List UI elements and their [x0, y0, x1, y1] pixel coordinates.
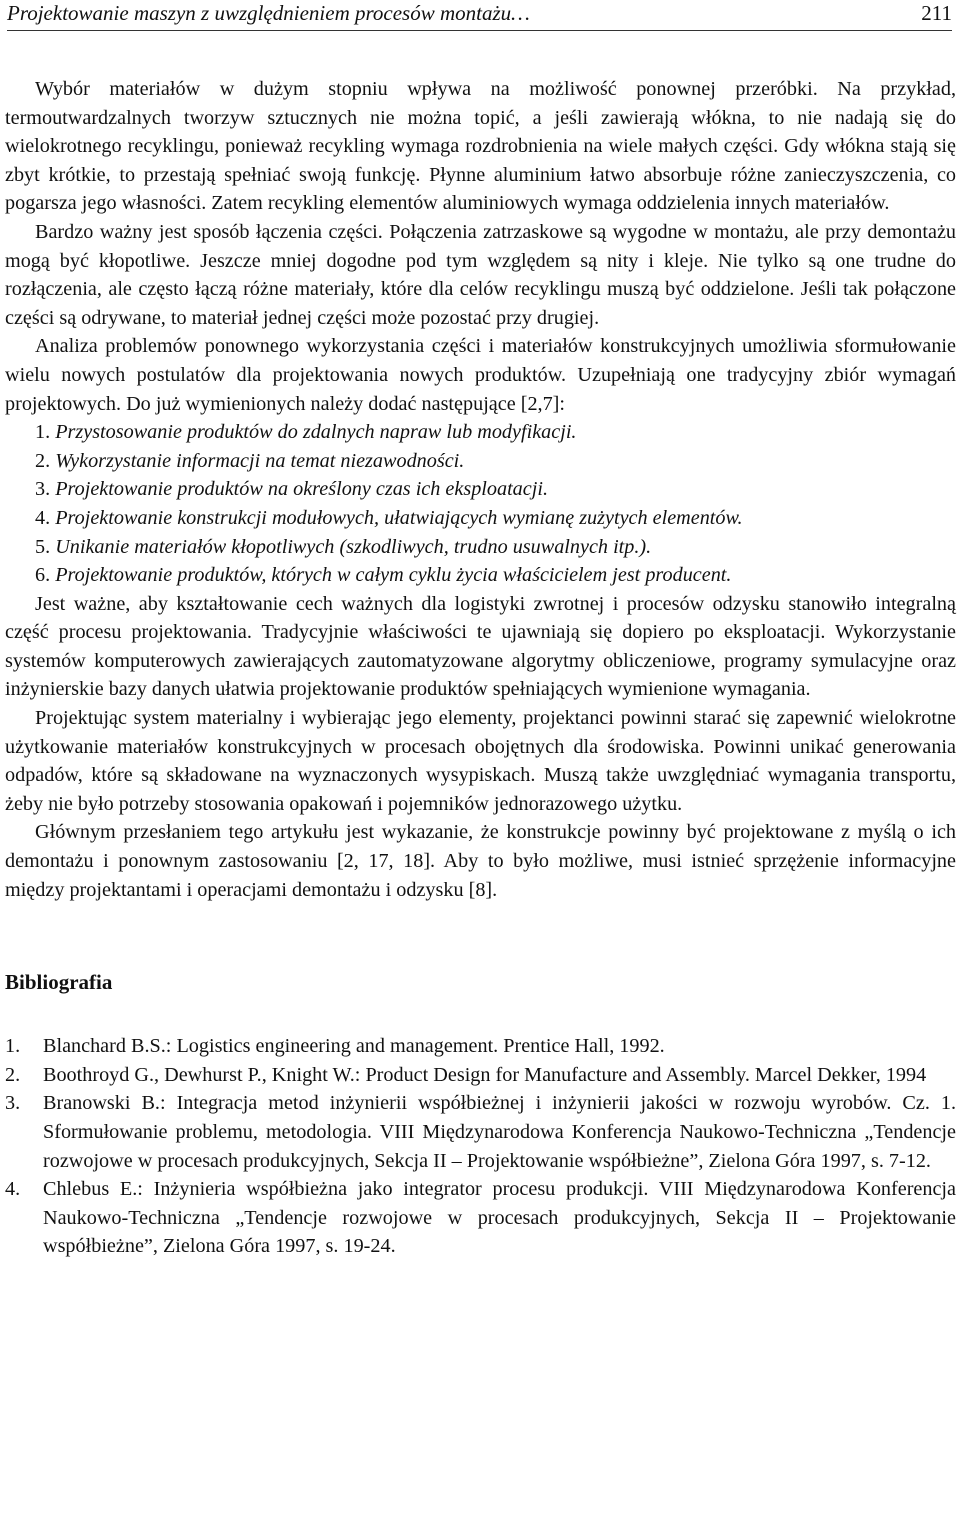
body-text: [5, 75, 956, 904]
bibliography-heading: Bibliografia: [5, 970, 113, 995]
reference-number: 1.: [5, 1035, 21, 1058]
list-item-text: Unikanie materiałów kłopotliwych (szkodliwych, trudno usuwalnych itp.).: [55, 535, 652, 558]
list-item-text: Przystosowanie produktów do zdalnych napraw lub modyfikacji.: [55, 421, 577, 444]
paragraph: Wybór materiałów w dużym stopniu wpływa na możliwość ponownej przeróbki. Na przykład, termoutwardzalnych tworzyw sztucznych nie można topić, a jeśli zawierają włókna, to nie nadają się do wielokrotnego recyklingu, ponieważ recykling wymaga rozdrobnienia na wiele małych części. Gdy włókna stają się zbyt krótkie, to przestają spełniać swoją funkcję. Płynne aluminium łatwo absorbuje różne zanieczyszczenia, co pogarsza jego własności. Zatem recykling elementów aluminiowych wymaga oddzielenia innych materiałów.: [5, 78, 956, 215]
reference-text: Branowski B.: Integracja metod inżynierii współbieżnej i inżynierii jakości w rozwoju wyrobów. Cz. 1. Sformułowanie problemu, metodologia. VIII Międzynarodowa Konferencja Naukowo-Techniczna „Tendencje rozwojowe w procesach produkcyjnych, Sekcja II – Projektowanie współbieżne”, Zielona Góra 1997, s. 7-12.: [43, 1092, 956, 1172]
list-item-number: 1.: [35, 421, 51, 444]
reference-text: Chlebus E.: Inżynieria współbieżna jako integrator procesu produkcji. VIII Międzynarodowa Konferencja Naukowo-Techniczna „Tendencje rozwojowe w procesach produkcyjnych, Sekcja II – Projektowanie współbieżne”, Zielona Góra 1997, s. 19-24.: [43, 1178, 956, 1258]
list-item: [35, 504, 956, 533]
list-item-text: Wykorzystanie informacji na temat niezawodności.: [55, 449, 465, 472]
list-item-number: 3.: [35, 478, 51, 501]
paragraph: Jest ważne, aby kształtowanie cech ważnych dla logistyki zwrotnej i procesów odzysku stanowiło integralną część procesu projektowania. Tradycyjnie właściwości te ujawniają się dopiero po eksploatacji. Wykorzystanie systemów komputerowych zawierających zautomatyzowane algorytmy obliczeniowe, programy symulacyjne oraz inżynierskie bazy danych ułatwia projektowanie produktów spełniających wymienione wymagania.: [5, 592, 956, 701]
reference-item: [5, 1061, 956, 1090]
list-item: [35, 561, 956, 590]
reference-text: Blanchard B.S.: Logistics engineering and management. Prentice Hall, 1992.: [43, 1035, 665, 1058]
list-item-number: 4.: [35, 506, 51, 529]
list-item: [35, 418, 956, 447]
list-item-text: Projektowanie produktów na określony czas ich eksploatacji.: [55, 478, 549, 501]
list-item-text: Projektowanie konstrukcji modułowych, ułatwiających wymianę zużytych elementów.: [55, 506, 743, 529]
paragraph: Bardzo ważny jest sposób łączenia części. Połączenia zatrzaskowe są wygodne w montażu, ale przy demontażu mogą być kłopotliwe. Jeszcze mniej dogodne pod tym względem są nity i kleje. Nie tylko są one trudne do rozłączenia, ale często łączą różne materiały, które dla celów recyklingu muszą być oddzielone. Jeśli tak połączone części są odrywane, to materiał jednej części może pozostać przy drugiej.: [5, 220, 956, 329]
list-item-number: 2.: [35, 449, 51, 472]
bibliography-list: [5, 1032, 956, 1261]
header-title: Projektowanie maszyn z uwzględnieniem procesów montażu…: [7, 1, 530, 25]
list-item-number: 5.: [35, 535, 51, 558]
paragraph: Projektując system materialny i wybierając jego elementy, projektanci powinni starać się zapewnić wielokrotne użytkowanie materiałów konstrukcyjnych w procesach obojętnych dla środowiska. Powinni unikać generowania odpadów, które są składowane na wyznaczonych wysypiskach. Muszą także uwzględniać wymagania transportu, żeby nie było potrzeby stosowania opakowań i pojemników jednorazowego użytku.: [5, 707, 956, 815]
page-number: 211: [921, 1, 952, 25]
reference-number: 4.: [5, 1178, 21, 1201]
reference-number: 2.: [5, 1063, 21, 1086]
paragraph: Analiza problemów ponownego wykorzystania części i materiałów konstrukcyjnych umożliwia sformułowanie wielu nowych postulatów dla projektowania nowych produktów. Uzupełniają one tradycyjny zbiór wymagań projektowych. Do już wymienionych należy dodać następujące [2,7]:: [5, 335, 956, 415]
reference-item: [5, 1032, 956, 1061]
list-item: [35, 533, 956, 562]
reference-text: Boothroyd G., Dewhurst P., Knight W.: Product Design for Manufacture and Assembly. Marcel Dekker, 1994: [43, 1063, 927, 1086]
list-item: [35, 447, 956, 476]
paragraph: Głównym przesłaniem tego artykułu jest wykazanie, że konstrukcje powinny być projektowane z myślą o ich demontażu i ponownym zastosowaniu [2, 17, 18]. Aby to było możliwe, musi istnieć sprzężenie informacyjne między projektantami i operacjami demontażu i odzysku [8].: [5, 821, 956, 901]
reference-number: 3.: [5, 1092, 21, 1115]
running-header: [7, 0, 952, 31]
list-item: [35, 475, 956, 504]
requirements-list: [5, 418, 956, 590]
reference-item: [5, 1175, 956, 1261]
list-item-number: 6.: [35, 564, 51, 587]
list-item-text: Projektowanie produktów, których w całym cyklu życia właścicielem jest producent.: [55, 564, 732, 587]
reference-item: [5, 1089, 956, 1175]
